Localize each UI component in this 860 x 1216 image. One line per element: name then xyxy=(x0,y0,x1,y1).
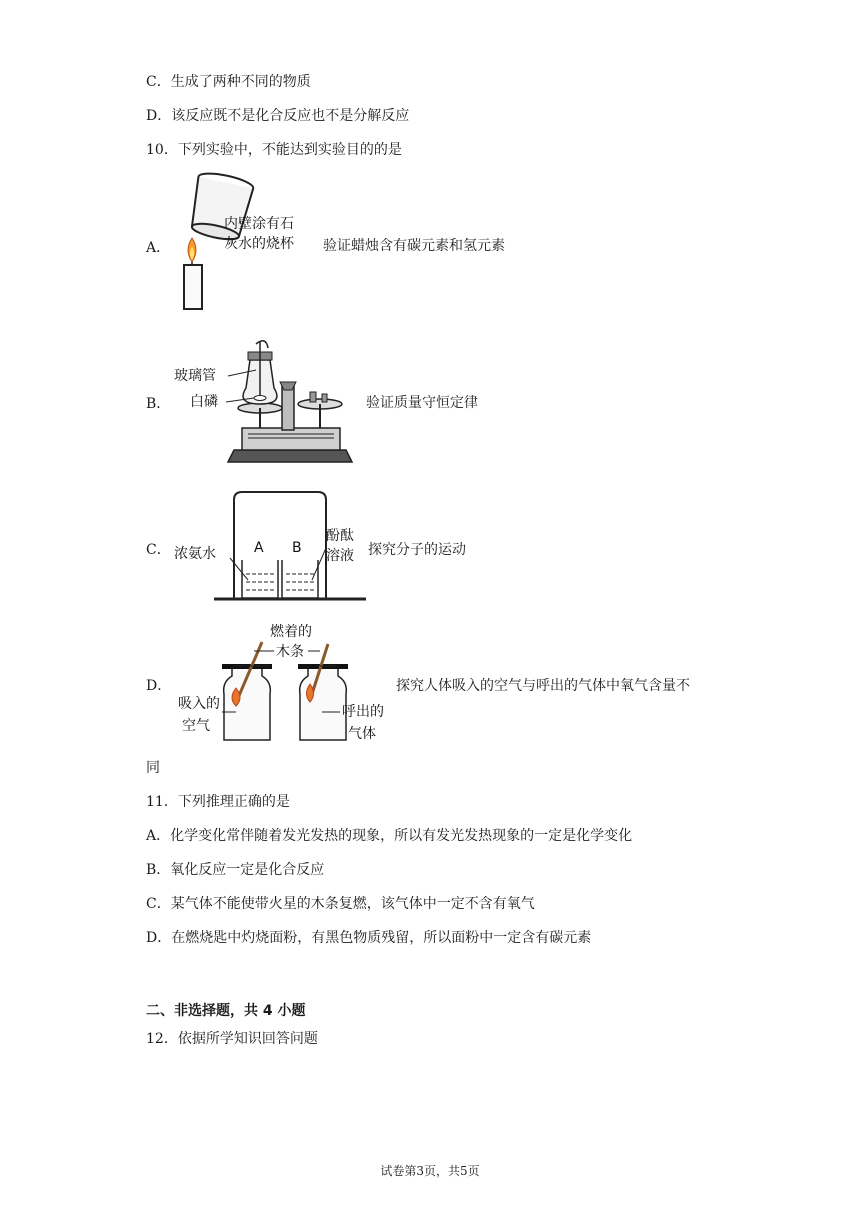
candle-beaker-figure xyxy=(170,170,320,315)
q11-option-b: B．氧化反应一定是化合反应 xyxy=(146,862,325,878)
q10-option-c-letter: C． xyxy=(146,542,171,558)
q9-option-c: C．生成了两种不同的物质 xyxy=(146,74,311,90)
q10-option-a-description: 验证蜡烛含有碳元素和氢元素 xyxy=(323,238,505,254)
fig-d-label-inhaled-1: 吸入的 xyxy=(178,696,220,712)
fig-c-label-phenol-2: 溶液 xyxy=(326,548,354,564)
ammonia-phenolphthalein-figure xyxy=(170,488,366,604)
fig-a-label-1: 内壁涂有石 xyxy=(224,216,294,232)
fig-b-label-tube: 玻璃管 xyxy=(174,368,216,384)
q10-option-c-description: 探究分子的运动 xyxy=(368,542,466,558)
fig-d-label-inhaled-2: 空气 xyxy=(182,718,210,734)
q10-stem: 10．下列实验中，不能达到实验目的的是 xyxy=(146,142,402,158)
q11-option-d: D．在燃烧匙中灼烧面粉，有黑色物质残留，所以面粉中一定含有碳元素 xyxy=(146,930,592,946)
q11-stem: 11．下列推理正确的是 xyxy=(146,794,290,810)
q12-stem: 12．依据所学知识回答问题 xyxy=(146,1031,318,1047)
balance-flask-figure xyxy=(170,338,360,466)
q10-option-b-description: 验证质量守恒定律 xyxy=(366,395,478,411)
q10-option-a-letter: A． xyxy=(146,240,171,256)
q11-option-c: C．某气体不能使带火星的木条复燃，该气体中一定不含有氧气 xyxy=(146,896,535,912)
fig-d-label-burning-2: 木条 xyxy=(276,644,304,660)
q10-option-b-letter: B． xyxy=(146,396,171,412)
fig-a-label-2: 灰水的烧杯 xyxy=(224,236,294,252)
fig-b-label-phosphorus: 白磷 xyxy=(190,394,218,410)
fig-c-label-ammonia: 浓氨水 xyxy=(174,546,216,562)
fig-d-label-exhaled-2: 气体 xyxy=(348,726,376,742)
section-heading: 二、非选择题，共 4 小题 xyxy=(146,1003,306,1019)
q10-option-d-description: 探究人体吸入的空气与呼出的气体中氧气含量不 xyxy=(396,678,690,694)
q11-option-a: A．化学变化常伴随着发光发热的现象，所以有发光发热现象的一定是化学变化 xyxy=(146,828,633,844)
q10-option-d-letter: D． xyxy=(146,678,172,694)
fig-d-label-exhaled-1: 呼出的 xyxy=(342,704,384,720)
fig-d-label-burning-1: 燃着的 xyxy=(270,624,312,640)
fig-c-label-a: A xyxy=(254,540,264,556)
fig-c-label-b: B xyxy=(292,540,302,556)
fig-c-label-phenol-1: 酚酞 xyxy=(326,528,354,544)
breath-oxygen-figure xyxy=(170,620,392,748)
page-footer: 试卷第3页，共5页 xyxy=(380,1164,480,1178)
q10-option-d-description-cont: 同 xyxy=(146,760,160,776)
q9-option-d: D．该反应既不是化合反应也不是分解反应 xyxy=(146,108,410,124)
